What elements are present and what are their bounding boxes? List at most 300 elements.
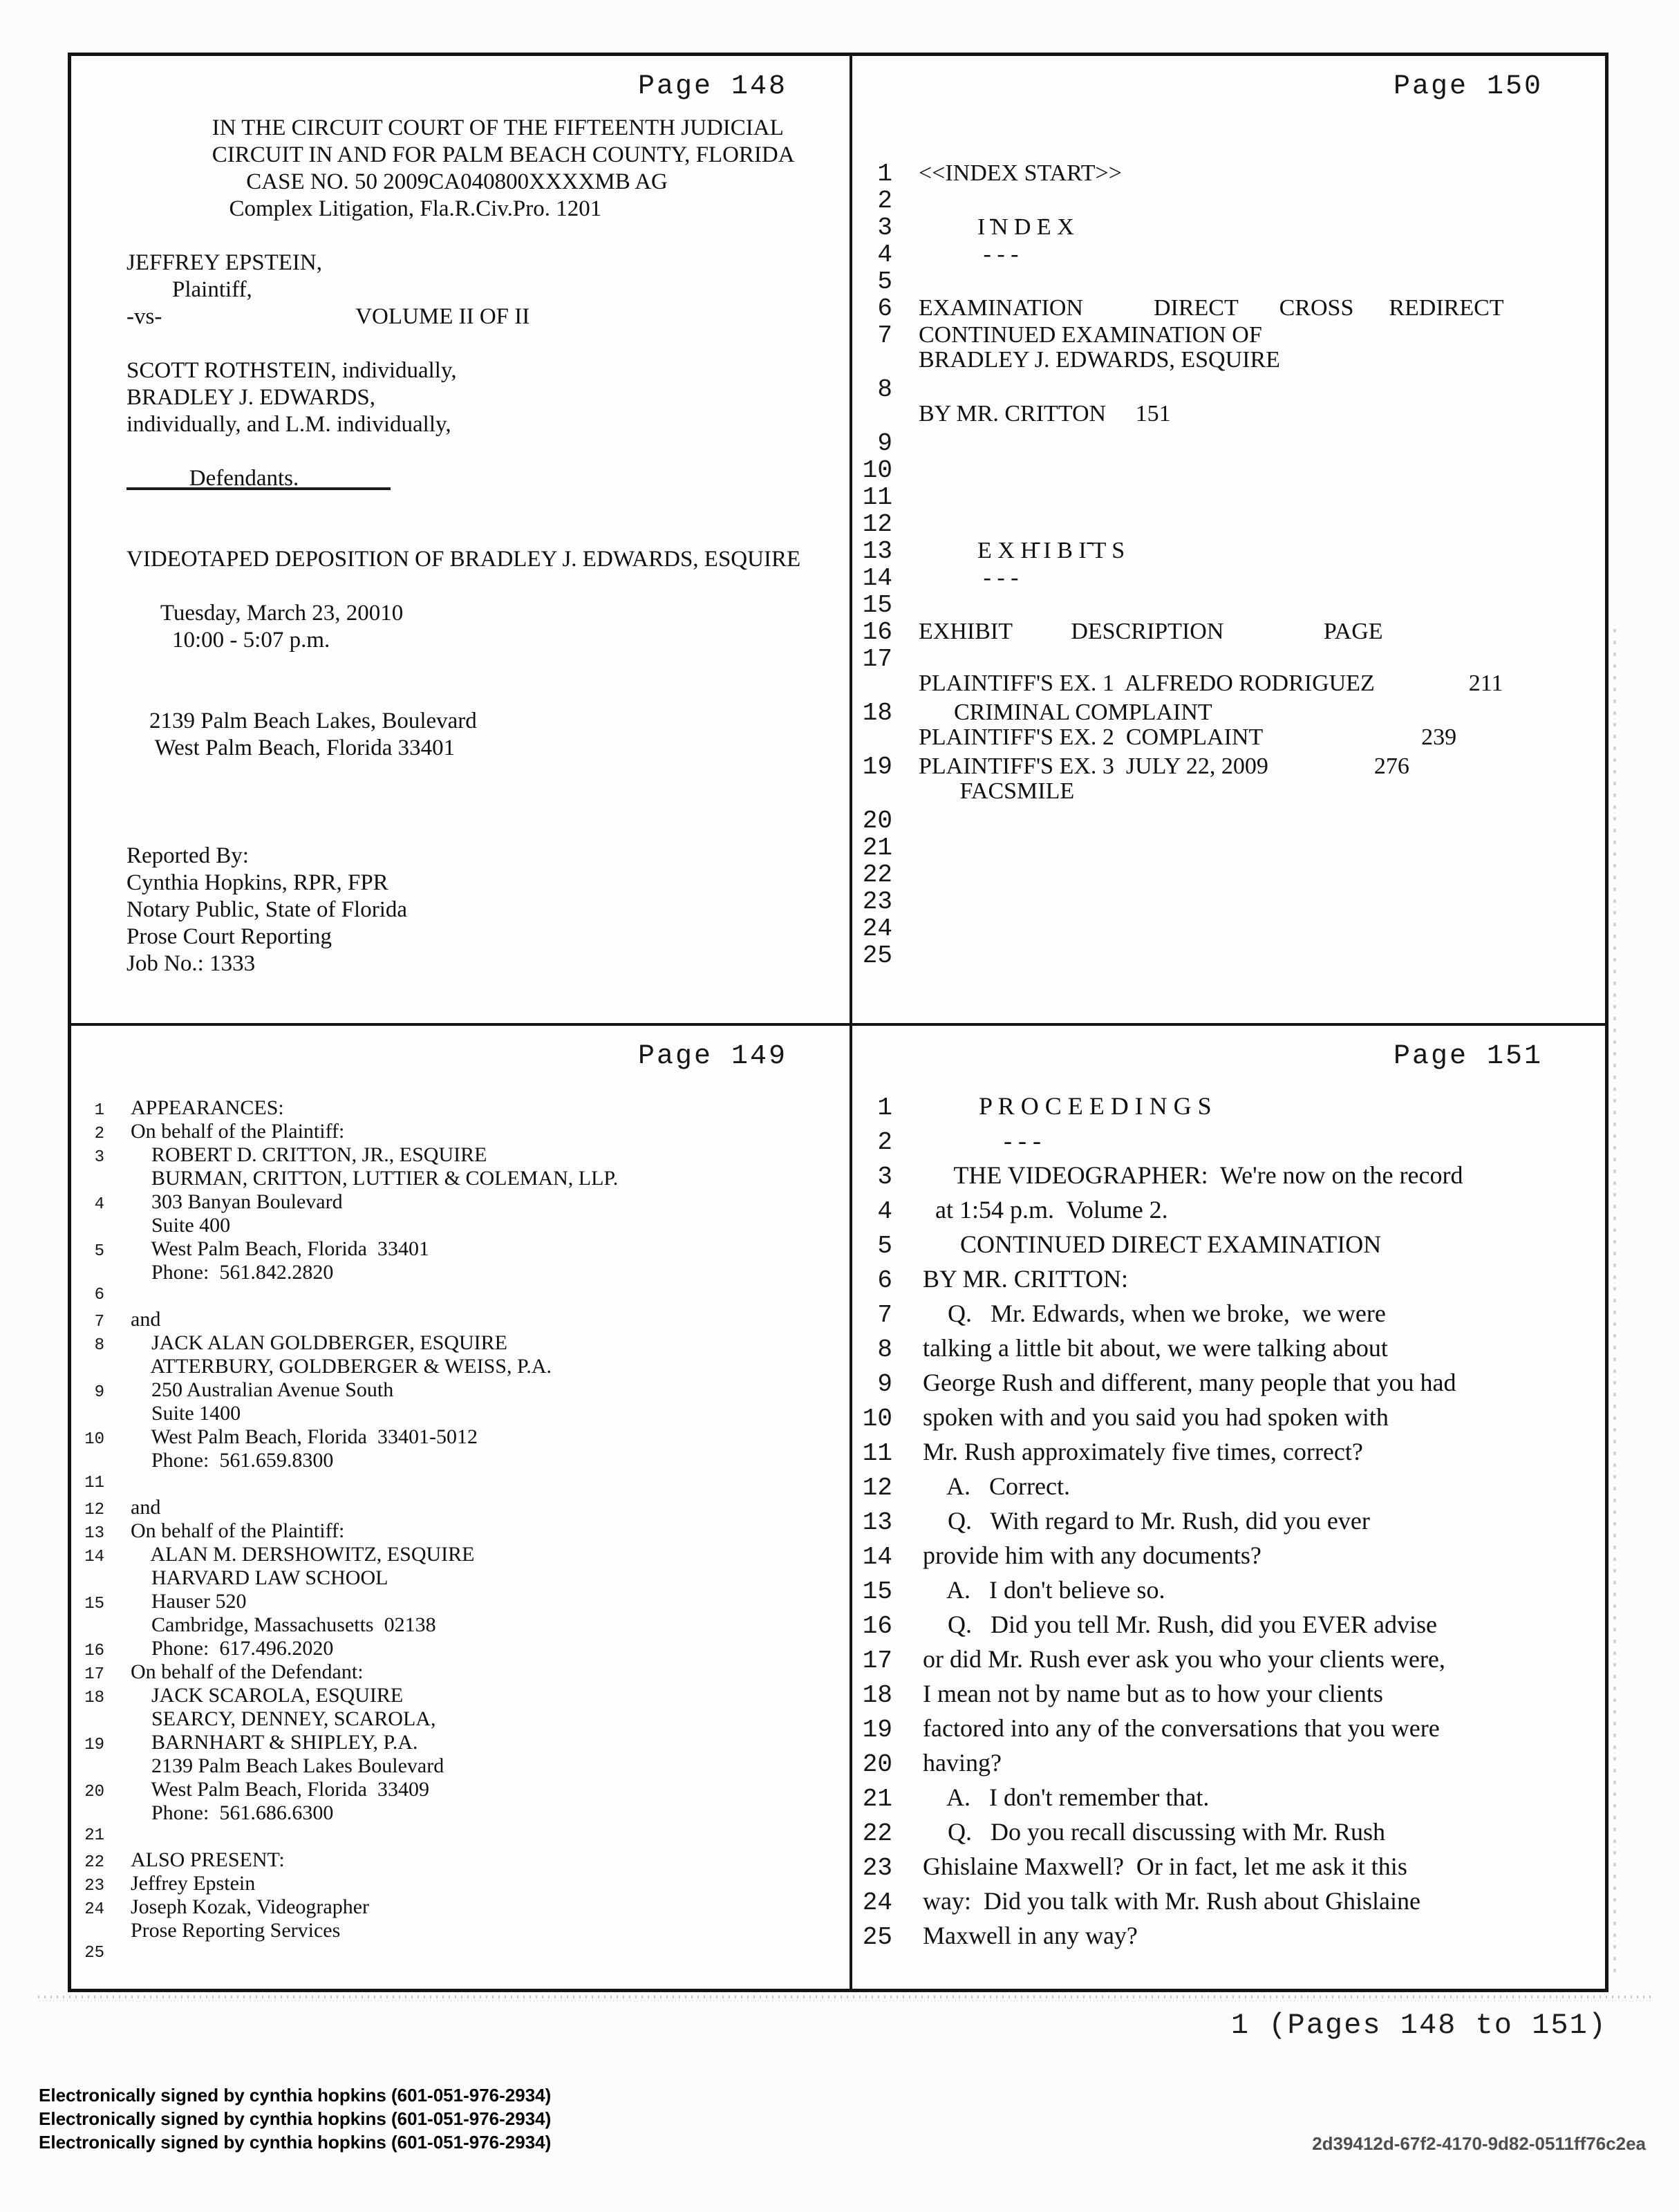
line-number: 4 <box>877 1197 892 1226</box>
line-number: 6 <box>877 1266 892 1295</box>
line-number: 23 <box>84 1877 104 1895</box>
page-header-149: Page 149 <box>637 1041 787 1072</box>
transcript-line <box>126 683 850 710</box>
transcript-line <box>852 645 1605 672</box>
transcript-line <box>126 306 850 332</box>
line-number: 22 <box>862 861 892 889</box>
line-text: EXAMINATION DIRECT CROSS REDIRECT <box>919 295 1504 321</box>
line-text: Phone: 561.686.6300 <box>131 1801 334 1824</box>
line-text: Suite 400 <box>131 1214 231 1237</box>
line-number: 19 <box>862 753 892 781</box>
transcript-line <box>852 483 1605 510</box>
line-number: 21 <box>84 1826 104 1845</box>
transcript-line <box>71 1098 850 1121</box>
transcript-line <box>852 861 1605 888</box>
transcript-line <box>126 602 850 629</box>
line-number: 12 <box>862 1474 892 1502</box>
transcript-line <box>126 926 850 953</box>
transcript-line <box>71 1826 850 1850</box>
caption-divider-rule <box>126 487 391 490</box>
line-text: 2139 Palm Beach Lakes, Boulevard <box>126 709 477 733</box>
transcript-line <box>71 1450 850 1474</box>
line-number: 18 <box>862 1681 892 1709</box>
page-header-148: Page 148 <box>637 71 787 102</box>
line-number: 22 <box>862 1819 892 1848</box>
line-text: having? <box>923 1749 1002 1777</box>
quadrant-page-148 <box>71 56 850 1023</box>
transcript-line <box>71 1168 850 1192</box>
transcript-line <box>126 440 850 467</box>
transcript-line <box>852 564 1605 591</box>
line-number: 5 <box>877 1232 892 1260</box>
line-text: PLAINTIFF'S EX. 2 COMPLAINT 239 <box>919 724 1457 750</box>
transcript-line <box>852 888 1605 915</box>
line-number: 11 <box>862 1439 892 1468</box>
line-text: P R O C E E D I N G S <box>923 1092 1212 1120</box>
scan-edge-noise <box>1613 623 1616 1972</box>
line-text: individually, and L.M. individually, <box>126 412 451 437</box>
line-text: On behalf of the Plaintiff: <box>131 1120 345 1143</box>
line-number: 1 <box>94 1101 104 1120</box>
transcript-line <box>71 1591 850 1615</box>
line-number: 7 <box>877 1301 892 1329</box>
line-number: 9 <box>877 1370 892 1398</box>
transcript-line <box>852 780 1605 807</box>
line-text: - - - <box>919 241 1019 267</box>
line-number: 4 <box>877 241 892 269</box>
line-number: 24 <box>84 1900 104 1919</box>
line-text: SEARCY, DENNEY, SCAROLA, <box>131 1707 436 1730</box>
line-number: 8 <box>94 1336 104 1355</box>
transcript-line <box>852 1370 1605 1405</box>
line-text: <<INDEX START>> <box>919 160 1122 186</box>
line-number: 6 <box>877 294 892 323</box>
line-text: talking a little bit about, we were talking about <box>923 1334 1388 1362</box>
line-text: West Palm Beach, Florida 33409 <box>131 1778 429 1801</box>
transcript-line <box>852 1577 1605 1612</box>
scan-noise-band <box>38 1994 1651 2004</box>
line-text: Hauser 520 <box>131 1590 247 1613</box>
transcript-line <box>852 834 1605 861</box>
line-text: -vs- VOLUME II OF II <box>126 304 530 329</box>
line-text: ROBERT D. CRITTON, JR., ESQUIRE <box>131 1143 487 1166</box>
line-number: 4 <box>94 1195 104 1214</box>
line-text: - - - I N D E X <box>919 216 1074 239</box>
transcript-line <box>852 1543 1605 1577</box>
line-number: 7 <box>877 321 892 350</box>
line-text: ALSO PRESENT: <box>131 1848 285 1871</box>
line-text: IN THE CIRCUIT COURT OF THE FIFTEENTH JUDICIAL <box>126 115 784 140</box>
transcript-line <box>852 268 1605 294</box>
line-text: PLAINTIFF'S EX. 1 ALFREDO RODRIGUEZ 211 <box>919 671 1503 696</box>
transcript-line <box>852 1785 1605 1819</box>
transcript-line <box>71 1474 850 1497</box>
line-number: 15 <box>862 591 892 619</box>
transcript-line <box>71 1380 850 1403</box>
quadrant-page-149 <box>71 1026 850 1989</box>
transcript-line <box>126 467 850 494</box>
transcript-line <box>126 575 850 602</box>
transcript-line <box>852 1128 1605 1163</box>
line-text: PLAINTIFF'S EX. 3 JULY 22, 2009 276 <box>919 753 1409 779</box>
line-number: 16 <box>862 618 892 646</box>
transcript-line <box>852 1750 1605 1785</box>
line-number: 15 <box>862 1577 892 1606</box>
line-number: 21 <box>862 834 892 862</box>
line-number: 16 <box>862 1612 892 1640</box>
line-text: Jeffrey Epstein <box>131 1872 256 1895</box>
line-number: 3 <box>877 214 892 242</box>
transcript-border-frame <box>68 53 1608 1992</box>
line-text: JACK ALAN GOLDBERGER, ESQUIRE <box>131 1331 508 1354</box>
transcript-line <box>852 160 1605 187</box>
transcript-line <box>71 1638 850 1662</box>
transcript-line <box>126 521 850 548</box>
line-text: - - - <box>919 565 1019 590</box>
transcript-line <box>126 548 850 575</box>
line-text: Q. Do you recall discussing with Mr. Rush <box>923 1818 1385 1846</box>
line-number: 13 <box>862 1508 892 1537</box>
line-number: 10 <box>84 1430 104 1449</box>
line-number: 25 <box>862 941 892 970</box>
line-number: 1 <box>877 1094 892 1122</box>
signature-block <box>39 2083 551 2154</box>
line-number: 2 <box>877 1128 892 1156</box>
line-text: Phone: 617.496.2020 <box>131 1637 334 1660</box>
page-header-151: Page 151 <box>1393 1041 1543 1072</box>
transcript-line <box>126 252 850 279</box>
line-number: 5 <box>94 1242 104 1261</box>
line-text: CONTINUED DIRECT EXAMINATION <box>923 1230 1382 1258</box>
transcript-line <box>126 899 850 926</box>
line-number: 10 <box>862 1405 892 1433</box>
transcript-line <box>852 915 1605 941</box>
line-number: 14 <box>84 1548 104 1566</box>
transcript-line <box>126 656 850 683</box>
transcript-line <box>852 1819 1605 1854</box>
transcript-line <box>852 1439 1605 1474</box>
transcript-line <box>852 807 1605 834</box>
line-number: 12 <box>862 510 892 538</box>
line-number: 3 <box>94 1148 104 1167</box>
line-text: and <box>131 1308 161 1331</box>
transcript-line <box>126 279 850 306</box>
line-number: 13 <box>84 1524 104 1543</box>
line-text: Tuesday, March 23, 20010 <box>126 601 404 626</box>
transcript-line <box>126 144 850 171</box>
line-number: 24 <box>862 1888 892 1917</box>
line-text: CASE NO. 50 2009CA040800XXXXMB AG <box>126 169 668 194</box>
transcript-line <box>71 1803 850 1826</box>
line-text: factored into any of the conversations that you were <box>923 1714 1440 1742</box>
transcript-line <box>852 1681 1605 1716</box>
line-text: or did Mr. Rush ever ask you who your clients were, <box>923 1645 1445 1673</box>
line-text: - - - E X H I B I T S <box>919 539 1125 563</box>
line-number: 8 <box>877 1335 892 1364</box>
line-text: Cynthia Hopkins, RPR, FPR <box>126 870 388 895</box>
line-text: SCOTT ROTHSTEIN, individually, <box>126 358 457 383</box>
line-text: at 1:54 p.m. Volume 2. <box>923 1196 1168 1224</box>
transcript-line <box>852 1266 1605 1301</box>
transcript-line <box>852 1888 1605 1923</box>
transcript-line <box>126 117 850 144</box>
line-number: 19 <box>84 1736 104 1754</box>
line-number: 2 <box>877 187 892 215</box>
line-text: Reported By: <box>126 843 249 868</box>
line-text: ALAN M. DERSHOWITZ, ESQUIRE <box>131 1543 475 1566</box>
transcript-line <box>852 753 1605 780</box>
transcript-line <box>852 1301 1605 1335</box>
line-number: 6 <box>94 1286 104 1304</box>
transcript-line <box>71 1333 850 1356</box>
line-number: 12 <box>84 1501 104 1519</box>
line-text: Job No.: 1333 <box>126 951 256 976</box>
signature-line: Electronically signed by cynthia hopkins (601-051-976-2934) <box>39 2085 552 2106</box>
line-text: 2139 Palm Beach Lakes Boulevard <box>131 1754 444 1777</box>
transcript-line <box>71 1544 850 1568</box>
line-text: Defendants. <box>126 466 299 491</box>
transcript-line <box>71 1262 850 1286</box>
line-number: 16 <box>84 1642 104 1660</box>
line-text: West Palm Beach, Florida 33401 <box>131 1237 429 1260</box>
line-text: CONTINUED EXAMINATION OF <box>919 322 1262 348</box>
line-number: 17 <box>862 645 892 673</box>
line-number: 18 <box>862 699 892 727</box>
line-text: FACSMILE <box>919 778 1075 804</box>
transcript-line <box>126 818 850 845</box>
page-148-lines <box>126 117 850 980</box>
transcript-line <box>71 1145 850 1168</box>
transcript-line <box>852 456 1605 483</box>
transcript-line <box>126 494 850 521</box>
line-text: Plaintiff, <box>126 277 252 302</box>
transcript-line <box>852 321 1605 348</box>
transcript-line <box>71 1756 850 1779</box>
transcript-line <box>852 348 1605 375</box>
transcript-line <box>852 941 1605 968</box>
line-text: CIRCUIT IN AND FOR PALM BEACH COUNTY, FLORIDA <box>126 142 795 167</box>
transcript-line <box>126 845 850 872</box>
line-text: Q. Did you tell Mr. Rush, did you EVER advise <box>923 1611 1437 1638</box>
line-text: BURMAN, CRITTON, LUTTIER & COLEMAN, LLP. <box>131 1167 619 1190</box>
transcript-line <box>852 510 1605 537</box>
transcript-line <box>71 1497 850 1521</box>
transcript-line <box>71 1427 850 1450</box>
line-number: 10 <box>862 456 892 485</box>
line-text: Mr. Rush approximately five times, correct? <box>923 1438 1363 1465</box>
transcript-line <box>126 225 850 252</box>
transcript-line <box>71 1732 850 1756</box>
line-text: West Palm Beach, Florida 33401-5012 <box>131 1425 478 1448</box>
line-text: THE VIDEOGRAPHER: We're now on the record <box>923 1161 1463 1189</box>
line-text: way: Did you talk with Mr. Rush about Ghislaine <box>923 1887 1420 1915</box>
line-number: 15 <box>84 1595 104 1613</box>
transcript-line <box>71 1215 850 1239</box>
line-text: Q. With regard to Mr. Rush, did you ever <box>923 1507 1370 1535</box>
transcript-line <box>852 1094 1605 1128</box>
transcript-line <box>71 1662 850 1685</box>
footer-page-label: 1 (Pages 148 to 151) <box>1230 2009 1607 2042</box>
transcript-line <box>126 171 850 198</box>
line-text: Notary Public, State of Florida <box>126 897 408 922</box>
transcript-line <box>71 1356 850 1380</box>
transcript-line <box>852 1232 1605 1266</box>
line-number: 20 <box>862 807 892 835</box>
line-text: Maxwell in any way? <box>923 1922 1138 1949</box>
transcript-line <box>71 1920 850 1944</box>
line-text: A. I don't believe so. <box>923 1576 1165 1604</box>
page-151-lines <box>852 1094 1605 1958</box>
line-number: 23 <box>862 1854 892 1882</box>
transcript-line <box>71 1403 850 1427</box>
line-text: JACK SCAROLA, ESQUIRE <box>131 1684 404 1707</box>
line-text: BRADLEY J. EDWARDS, <box>126 385 375 410</box>
line-number: 19 <box>862 1716 892 1744</box>
line-number: 24 <box>862 915 892 943</box>
line-number: 7 <box>94 1313 104 1331</box>
line-text: Complex Litigation, Fla.R.Civ.Pro. 1201 <box>126 196 602 221</box>
transcript-line <box>126 332 850 359</box>
line-text: EXHIBIT DESCRIPTION PAGE <box>919 619 1383 644</box>
transcript-line <box>852 187 1605 214</box>
line-text: BY MR. CRITTON: <box>923 1265 1129 1293</box>
transcript-line <box>852 1612 1605 1647</box>
transcript-line <box>71 1239 850 1262</box>
signature-line: Electronically signed by cynthia hopkins (601-051-976-2934) <box>39 2132 552 2153</box>
line-text: Ghislaine Maxwell? Or in fact, let me ask it this <box>923 1853 1407 1880</box>
line-text: A. I don't remember that. <box>923 1783 1210 1811</box>
line-text: 10:00 - 5:07 p.m. <box>126 628 330 653</box>
transcript-line <box>852 214 1605 241</box>
transcript-line <box>852 591 1605 618</box>
transcript-line <box>852 1197 1605 1232</box>
transcript-line <box>126 791 850 818</box>
transcript-line <box>71 1709 850 1732</box>
line-text: ATTERBURY, GOLDBERGER & WEISS, P.A. <box>131 1355 552 1378</box>
transcript-line <box>126 413 850 440</box>
line-text: Q. Mr. Edwards, when we broke, we were <box>923 1300 1386 1327</box>
line-number: 9 <box>877 429 892 458</box>
line-text: Phone: 561.842.2820 <box>131 1261 334 1284</box>
line-text: Cambridge, Massachusetts 02138 <box>131 1613 436 1636</box>
transcript-line <box>852 1163 1605 1197</box>
line-number: 11 <box>84 1474 104 1492</box>
transcript-line <box>71 1873 850 1897</box>
page-149-lines <box>71 1098 850 1967</box>
transcript-line <box>71 1192 850 1215</box>
line-number: 14 <box>862 564 892 592</box>
line-text: On behalf of the Plaintiff: <box>131 1519 345 1542</box>
line-number: 2 <box>94 1125 104 1143</box>
line-text: spoken with and you said you had spoken with <box>923 1403 1389 1431</box>
line-text: Suite 1400 <box>131 1402 241 1425</box>
line-text: and <box>131 1496 161 1519</box>
quadrant-page-151 <box>852 1026 1605 1989</box>
line-number: 25 <box>84 1944 104 1962</box>
line-number: 5 <box>877 268 892 296</box>
transcript-line <box>71 1521 850 1544</box>
transcript-line <box>852 375 1605 402</box>
transcript-line <box>852 1474 1605 1508</box>
transcript-line <box>852 672 1605 699</box>
transcript-line <box>126 629 850 656</box>
line-number: 17 <box>84 1665 104 1684</box>
transcript-line <box>126 737 850 764</box>
line-text: VIDEOTAPED DEPOSITION OF BRADLEY J. EDWARDS, ESQUIRE <box>126 547 801 572</box>
line-text: HARVARD LAW SCHOOL <box>131 1566 388 1589</box>
line-text: 250 Australian Avenue South <box>131 1378 394 1401</box>
transcript-line <box>71 1568 850 1591</box>
transcript-line <box>852 429 1605 456</box>
transcript-line <box>126 386 850 413</box>
line-text: 303 Banyan Boulevard <box>131 1190 343 1213</box>
line-number: 20 <box>862 1750 892 1779</box>
line-text: West Palm Beach, Florida 33401 <box>126 735 456 760</box>
transcript-line <box>71 1121 850 1145</box>
line-text: Phone: 561.659.8300 <box>131 1449 334 1472</box>
transcript-line <box>852 1854 1605 1888</box>
transcript-line <box>126 710 850 737</box>
line-text: Prose Reporting Services <box>131 1919 341 1942</box>
transcript-line <box>852 1405 1605 1439</box>
transcript-line <box>852 1508 1605 1543</box>
line-text: On behalf of the Defendant: <box>131 1660 364 1683</box>
transcript-line <box>852 1647 1605 1681</box>
transcript-line <box>71 1779 850 1803</box>
transcript-line <box>852 241 1605 268</box>
transcript-line <box>71 1897 850 1920</box>
signature-line: Electronically signed by cynthia hopkins (601-051-976-2934) <box>39 2108 552 2129</box>
transcript-line <box>852 726 1605 753</box>
line-number: 22 <box>84 1853 104 1872</box>
transcript-line <box>71 1309 850 1333</box>
line-number: 8 <box>877 375 892 404</box>
transcript-line <box>852 1716 1605 1750</box>
line-text: BARNHART & SHIPLEY, P.A. <box>131 1731 418 1754</box>
transcript-line <box>852 1923 1605 1958</box>
transcript-line <box>71 1615 850 1638</box>
transcript-line <box>71 1286 850 1309</box>
line-text: A. Correct. <box>923 1472 1070 1500</box>
transcript-line <box>71 1685 850 1709</box>
transcript-line <box>126 872 850 899</box>
line-text: George Rush and different, many people that you had <box>923 1369 1456 1396</box>
line-number: 17 <box>862 1647 892 1675</box>
line-number: 3 <box>877 1163 892 1191</box>
line-text: - - - <box>923 1127 1041 1154</box>
transcript-line <box>852 699 1605 726</box>
quadrant-page-150 <box>852 56 1605 1023</box>
transcript-line <box>126 359 850 386</box>
transcript-line <box>852 402 1605 429</box>
transcript-line <box>71 1944 850 1967</box>
line-text: Prose Court Reporting <box>126 924 332 949</box>
transcript-line <box>852 537 1605 564</box>
line-number: 13 <box>862 537 892 565</box>
line-text: BRADLEY J. EDWARDS, ESQUIRE <box>919 347 1280 373</box>
transcript-line <box>126 764 850 791</box>
transcript-line <box>852 618 1605 645</box>
line-number: 20 <box>84 1783 104 1801</box>
transcript-line <box>852 294 1605 321</box>
line-number: 11 <box>862 483 892 512</box>
line-text: BY MR. CRITTON 151 <box>919 401 1171 427</box>
line-text: JEFFREY EPSTEIN, <box>126 250 322 275</box>
line-text: CRIMINAL COMPLAINT <box>919 700 1212 725</box>
line-text: provide him with any documents? <box>923 1541 1261 1569</box>
transcript-line <box>126 198 850 225</box>
transcript-line <box>71 1850 850 1873</box>
